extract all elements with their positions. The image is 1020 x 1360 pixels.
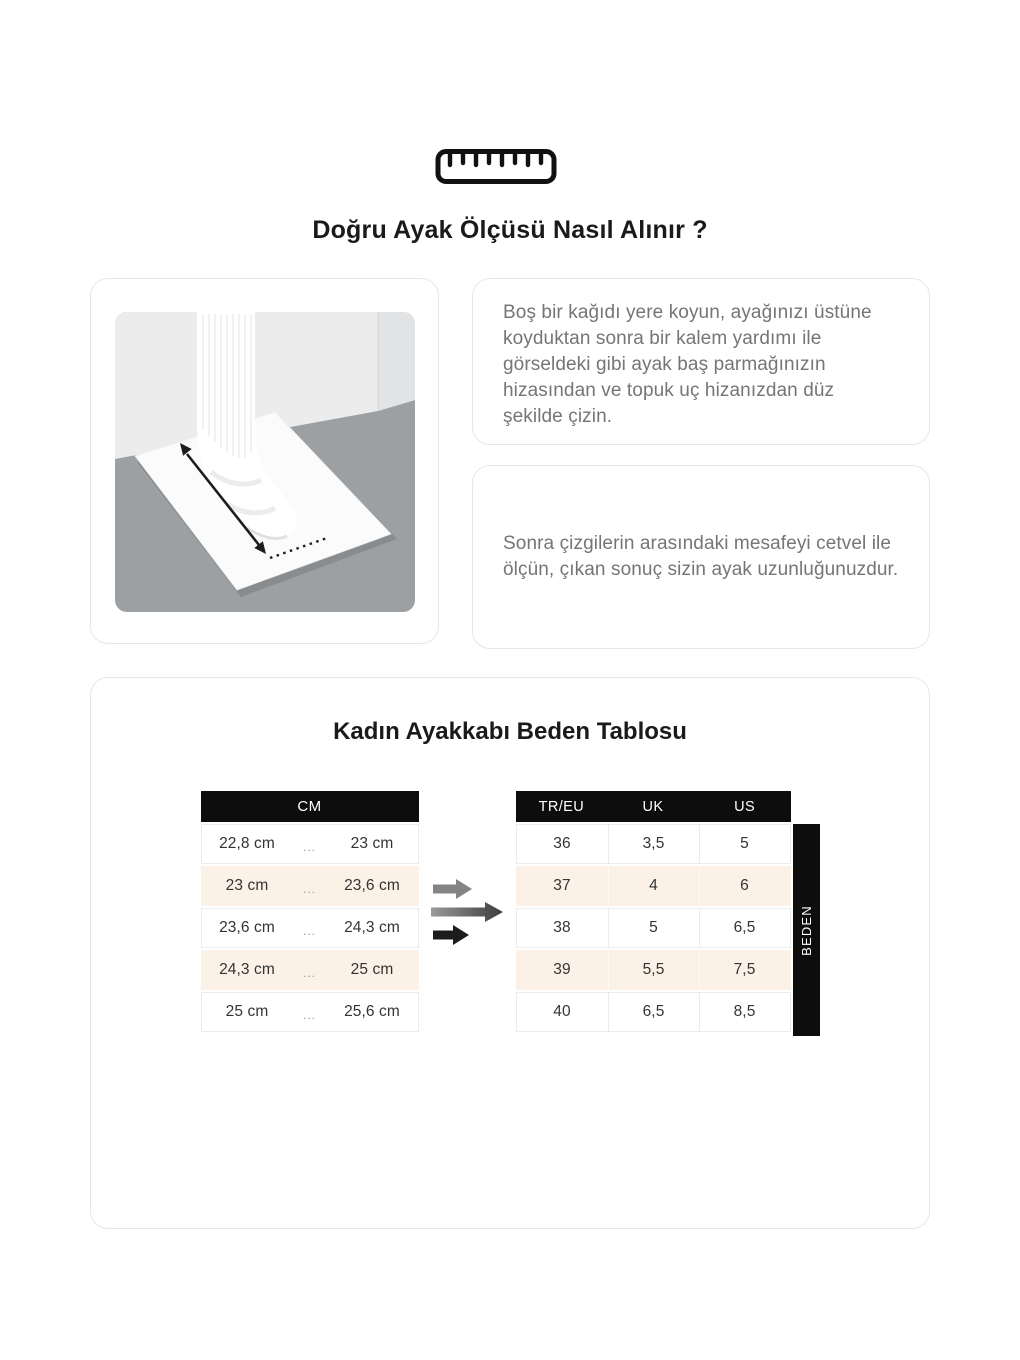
table-row bbox=[201, 950, 419, 990]
tr-eu-cell: 38 bbox=[553, 919, 571, 936]
table-row bbox=[201, 866, 419, 906]
measurement-photo-card bbox=[90, 278, 439, 644]
page-title: Doğru Ayak Ölçüsü Nasıl Alınır ? bbox=[312, 216, 708, 244]
us-cell: 6 bbox=[699, 867, 790, 905]
cm-from-cell: 24,3 cm bbox=[219, 961, 275, 978]
cm-table bbox=[201, 791, 419, 1034]
us-cell: 6,5 bbox=[699, 909, 790, 947]
cm-from-cell: 23 cm bbox=[225, 877, 269, 894]
range-separator: ... bbox=[302, 966, 316, 980]
cm-table-header: CM bbox=[201, 791, 419, 822]
size-table-header-uk: UK bbox=[642, 798, 664, 815]
ruler-icon bbox=[435, 148, 557, 185]
how-to-section bbox=[90, 278, 930, 649]
cm-to-cell: 23 cm bbox=[350, 835, 394, 852]
transfer-arrows-icon bbox=[430, 877, 505, 947]
table-row bbox=[516, 908, 791, 948]
table-row bbox=[516, 866, 791, 906]
table-row bbox=[516, 824, 791, 864]
instruction-step-2: Sonra çizgilerin arasındaki mesafeyi cetvel ile ölçün, çıkan sonuç sizin ayak uzunluğunuzdur. bbox=[503, 533, 899, 580]
size-table bbox=[516, 791, 791, 1034]
transfer-arrows-box bbox=[419, 877, 516, 947]
size-tables-row bbox=[91, 791, 929, 1036]
uk-cell: 6,5 bbox=[608, 993, 699, 1031]
cm-to-cell: 25 cm bbox=[350, 961, 394, 978]
us-cell: 8,5 bbox=[699, 993, 790, 1031]
cm-to-cell: 23,6 cm bbox=[344, 877, 400, 894]
table-row bbox=[201, 908, 419, 948]
range-separator: ... bbox=[302, 1008, 316, 1022]
size-table-wrap bbox=[516, 791, 820, 1036]
size-table-body bbox=[516, 824, 791, 1032]
us-cell: 7,5 bbox=[699, 951, 790, 989]
uk-cell: 4 bbox=[608, 867, 699, 905]
table-row bbox=[516, 992, 791, 1032]
foot-measurement-photo bbox=[115, 312, 415, 612]
cm-to-cell: 25,6 cm bbox=[344, 1003, 400, 1020]
size-chart-card bbox=[90, 677, 930, 1229]
cm-from-cell: 23,6 cm bbox=[219, 919, 275, 936]
uk-cell: 3,5 bbox=[608, 825, 699, 863]
cm-to-cell: 24,3 cm bbox=[344, 919, 400, 936]
tr-eu-cell: 36 bbox=[553, 835, 571, 852]
cm-from-cell: 22,8 cm bbox=[219, 835, 275, 852]
uk-cell: 5 bbox=[608, 909, 699, 947]
beden-label: BEDEN bbox=[798, 904, 814, 956]
table-row bbox=[201, 992, 419, 1032]
size-chart-title: Kadın Ayakkabı Beden Tablosu bbox=[333, 718, 687, 745]
uk-cell: 5,5 bbox=[608, 951, 699, 989]
cm-table-body bbox=[201, 824, 419, 1032]
instruction-step-1: Boş bir kağıdı yere koyun, ayağınızı üstüne koyduktan sonra bir kalem yardımı ile görseldeki gibi ayak baş parmağınızın hizasından ve topuk uç hizanızdan düz şekilde çizin. bbox=[503, 302, 872, 427]
instruction-card-2 bbox=[472, 465, 930, 649]
beden-vertical-bar bbox=[793, 824, 820, 1036]
range-separator: ... bbox=[302, 924, 316, 938]
us-cell: 5 bbox=[699, 825, 790, 863]
size-table-header-us: US bbox=[734, 798, 756, 815]
range-separator: ... bbox=[302, 840, 316, 854]
table-row bbox=[516, 950, 791, 990]
instructions-column bbox=[472, 278, 930, 649]
cm-from-cell: 25 cm bbox=[225, 1003, 269, 1020]
size-table-header-treu: TR/EU bbox=[538, 798, 585, 815]
ruler-icon-row bbox=[0, 0, 1020, 185]
instruction-card-1 bbox=[472, 278, 930, 445]
table-row bbox=[201, 824, 419, 864]
range-separator: ... bbox=[302, 882, 316, 896]
tr-eu-cell: 40 bbox=[553, 1003, 571, 1020]
tr-eu-cell: 37 bbox=[553, 877, 571, 894]
tr-eu-cell: 39 bbox=[553, 961, 571, 978]
size-table-header bbox=[516, 791, 791, 822]
